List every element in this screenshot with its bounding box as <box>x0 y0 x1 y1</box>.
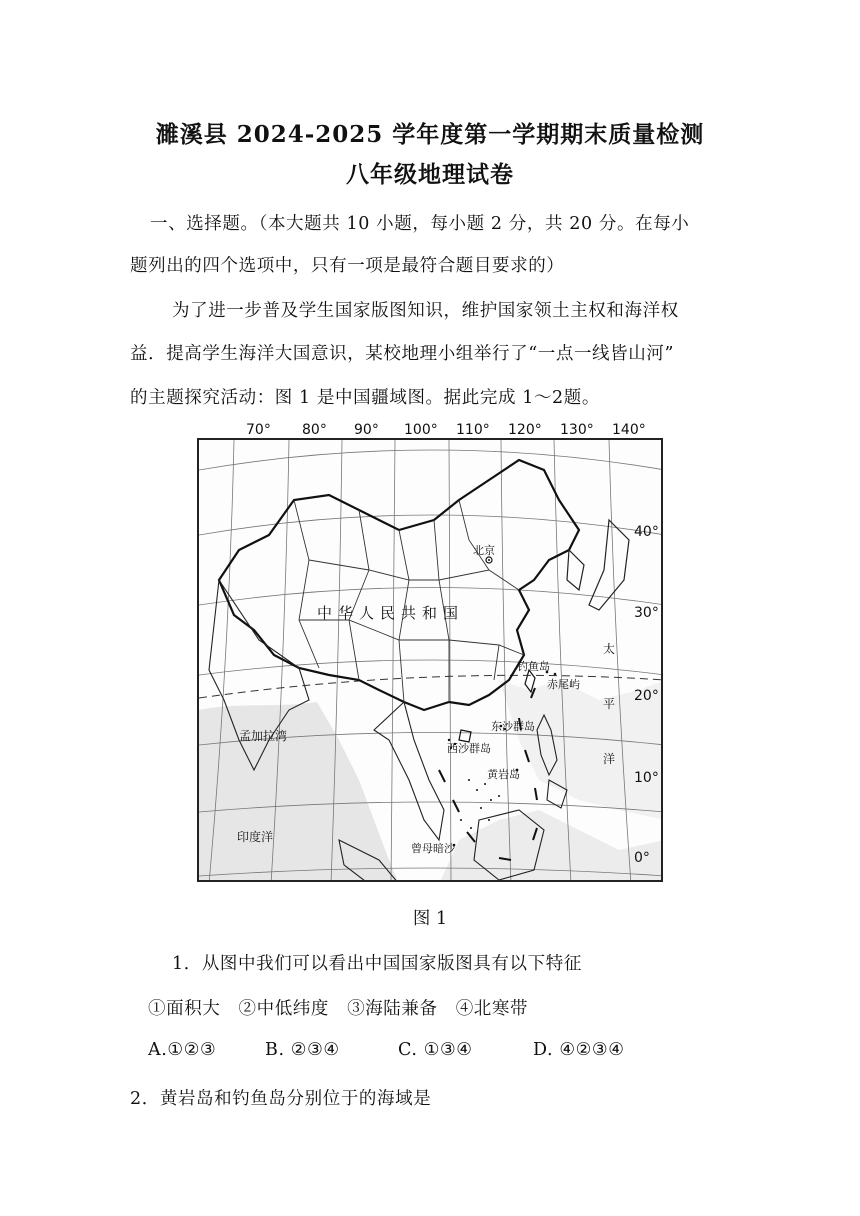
lat-label: 10° <box>634 770 659 786</box>
lon-label: 100° <box>404 422 438 438</box>
pacific-label-1: 太 <box>603 642 616 656</box>
dongsha-label: 东沙群岛 <box>491 720 535 733</box>
chiwei-label: 赤尾屿 <box>547 678 580 691</box>
option-c: C. ①③④ <box>398 1040 473 1060</box>
lon-label: 70° <box>246 422 271 438</box>
intro-line3: 的主题探究活动：图 1 是中国疆域图。据此完成 1～2题。 <box>130 388 600 408</box>
lon-label: 110° <box>456 422 490 438</box>
map-graphic <box>199 440 663 882</box>
china-territory-map <box>197 438 663 882</box>
bengal-label: 孟加拉湾 <box>239 729 288 743</box>
lon-label: 120° <box>508 422 542 438</box>
pacific-label-2: 平 <box>603 697 616 711</box>
exam-subtitle: 八年级地理试卷 <box>346 161 514 188</box>
lon-label: 140° <box>612 422 646 438</box>
indian-ocean-label: 印度洋 <box>237 830 274 844</box>
question1-items: ①面积大 ②中低纬度 ③海陆兼备 ④北寒带 <box>148 999 529 1019</box>
intro-line2: 益．提高学生海洋大国意识，某校地理小组举行了“一点一线皆山河” <box>130 344 674 364</box>
section-heading-line2: 题列出的四个选项中，只有一项是最符合题目要求的） <box>130 256 565 276</box>
lat-label: 0° <box>634 850 650 866</box>
option-a: A.①②③ <box>148 1040 217 1060</box>
question2-stem: 2．黄岩岛和钓鱼岛分别位于的海域是 <box>130 1089 432 1109</box>
lon-label: 90° <box>354 422 379 438</box>
lat-label: 30° <box>634 605 659 621</box>
lon-label: 130° <box>560 422 594 438</box>
diaoyu-label: 钓鱼岛 <box>517 660 550 673</box>
lat-label: 40° <box>634 524 659 540</box>
exam-title: 濉溪县 2024-2025 学年度第一学期期末质量检测 <box>155 121 705 148</box>
country-label: 中华人民共和国 <box>317 604 465 622</box>
lon-label: 80° <box>302 422 327 438</box>
pacific-label-3: 洋 <box>603 752 616 766</box>
section-heading-line1: 一、选择题。（本大题共 10 小题，每小题 2 分，共 20 分。在每小 <box>150 214 690 234</box>
intro-line1: 为了进一步普及学生国家版图知识，维护国家领土主权和海洋权 <box>172 301 679 321</box>
map-frame <box>197 438 663 882</box>
question1-stem: 1．从图中我们可以看出中国国家版图具有以下特征 <box>172 954 582 974</box>
zengmu-label: 曾母暗沙 <box>411 842 455 855</box>
lat-label: 20° <box>634 688 659 704</box>
option-d: D. ④②③④ <box>533 1040 625 1060</box>
xisha-label: 西沙群岛 <box>447 742 491 755</box>
figure-caption: 图 1 <box>412 909 448 929</box>
huangyan-label: 黄岩岛 <box>487 768 520 781</box>
option-b: B. ②③④ <box>265 1040 340 1060</box>
beijing-label: 北京 <box>473 544 495 557</box>
